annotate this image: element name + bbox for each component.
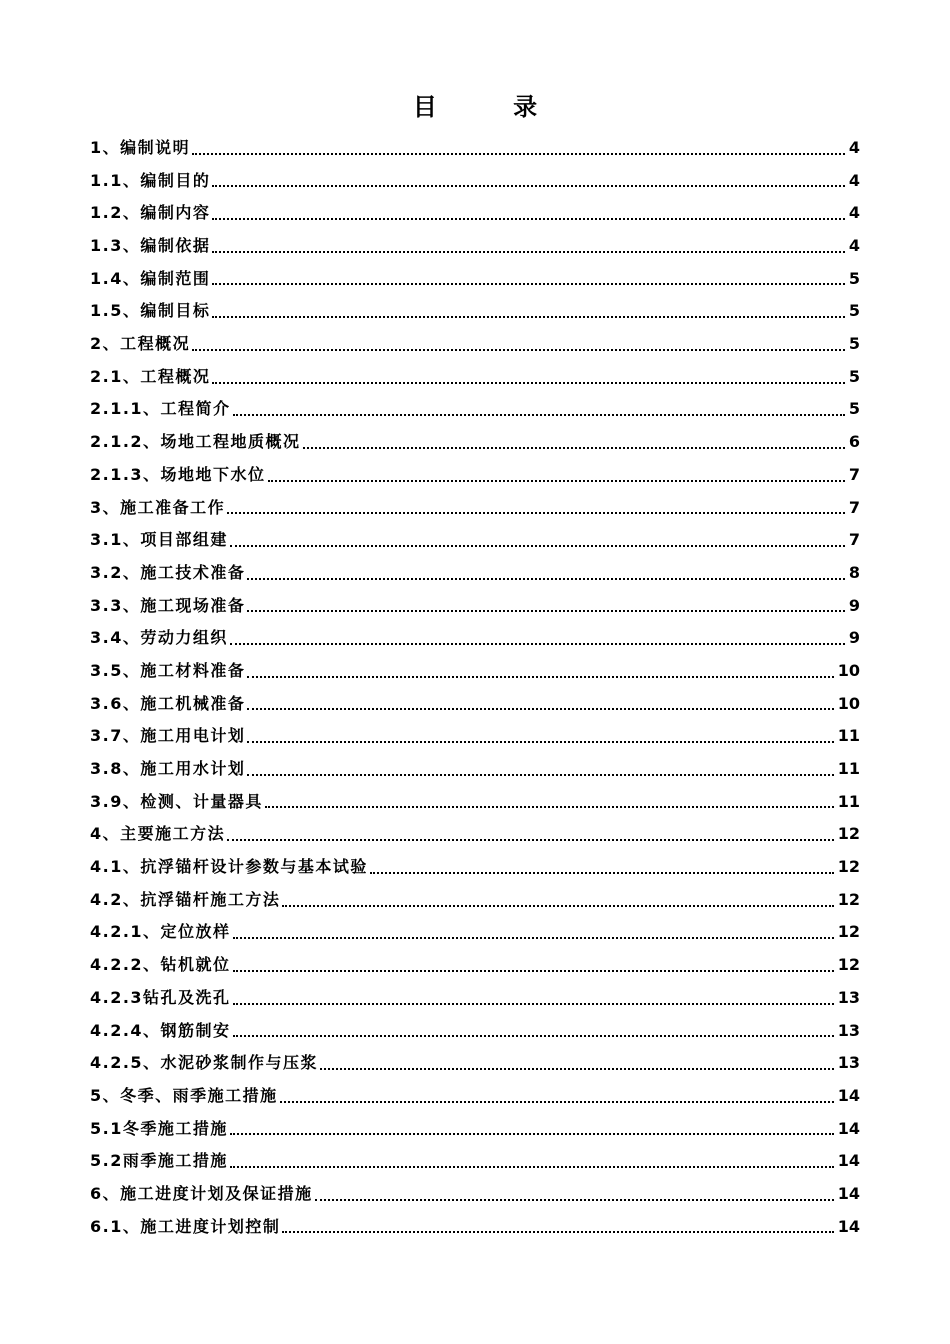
page-title: 目 录 xyxy=(412,93,572,121)
toc-entry-page-number: 4 xyxy=(848,236,860,256)
toc-entry-page-number: 7 xyxy=(848,497,860,517)
toc-entry[interactable] xyxy=(90,720,860,753)
toc-entry[interactable] xyxy=(90,328,860,361)
toc-entry[interactable] xyxy=(90,655,860,688)
toc-entry[interactable] xyxy=(90,394,860,427)
toc-entry-label: 2.1.2、场地工程地质概况 xyxy=(90,432,301,452)
dot-leader xyxy=(247,741,833,743)
toc-entry-label: 5.2雨季施工措施 xyxy=(90,1151,228,1171)
dot-leader xyxy=(315,1199,834,1201)
toc-entry-label: 1.1、编制目的 xyxy=(90,170,211,190)
toc-entry-page-number: 5 xyxy=(848,301,860,321)
toc-entry-label: 2、工程概况 xyxy=(90,334,191,354)
dot-leader xyxy=(212,185,845,187)
toc-entry-label: 3.1、项目部组建 xyxy=(90,530,228,550)
toc-entry[interactable] xyxy=(90,753,860,786)
toc-entry-label: 1.4、编制范围 xyxy=(90,268,211,288)
toc-entry-page-number: 6 xyxy=(848,432,860,452)
toc-entry-label: 3.4、劳动力组织 xyxy=(90,628,228,648)
toc-entry[interactable] xyxy=(90,1015,860,1048)
toc-entry-page-number: 5 xyxy=(848,268,860,288)
toc-entry-label: 4.2、抗浮锚杆施工方法 xyxy=(90,889,281,909)
dot-leader xyxy=(247,578,845,580)
dot-leader xyxy=(303,447,845,449)
dot-leader xyxy=(265,806,834,808)
toc-entry[interactable] xyxy=(90,524,860,557)
toc-entry[interactable] xyxy=(90,851,860,884)
table-of-contents xyxy=(90,132,860,1243)
dot-leader xyxy=(227,512,845,514)
dot-leader xyxy=(230,643,845,645)
dot-leader xyxy=(230,545,845,547)
toc-entry[interactable] xyxy=(90,263,860,296)
dot-leader xyxy=(230,1133,834,1135)
toc-entry-page-number: 4 xyxy=(848,203,860,223)
toc-entry-label: 6、施工进度计划及保证措施 xyxy=(90,1183,313,1203)
toc-entry-label: 3.2、施工技术准备 xyxy=(90,562,246,582)
toc-entry-label: 3、施工准备工作 xyxy=(90,497,226,517)
toc-entry-page-number: 5 xyxy=(848,366,860,386)
toc-entry-label: 3.3、施工现场准备 xyxy=(90,595,246,615)
toc-entry[interactable] xyxy=(90,1047,860,1080)
toc-entry-page-number: 14 xyxy=(837,1118,860,1138)
dot-leader xyxy=(247,676,833,678)
dot-leader xyxy=(282,1231,833,1233)
toc-entry-label: 3.8、施工用水计划 xyxy=(90,759,246,779)
toc-entry-label: 2.1.3、场地地下水位 xyxy=(90,464,266,484)
toc-entry-page-number: 14 xyxy=(837,1085,860,1105)
toc-entry[interactable] xyxy=(90,688,860,721)
toc-entry-page-number: 14 xyxy=(837,1183,860,1203)
toc-entry-page-number: 11 xyxy=(837,791,860,811)
toc-entry-page-number: 12 xyxy=(837,889,860,909)
toc-entry-page-number: 11 xyxy=(837,726,860,746)
toc-entry[interactable] xyxy=(90,230,860,263)
toc-entry[interactable] xyxy=(90,459,860,492)
dot-leader xyxy=(247,610,845,612)
toc-entry[interactable] xyxy=(90,1113,860,1146)
toc-entry-label: 4.2.5、水泥砂浆制作与压浆 xyxy=(90,1053,319,1073)
toc-entry-page-number: 12 xyxy=(837,824,860,844)
toc-entry-page-number: 12 xyxy=(837,857,860,877)
toc-entry[interactable] xyxy=(90,1145,860,1178)
toc-entry[interactable] xyxy=(90,426,860,459)
dot-leader xyxy=(233,414,845,416)
toc-entry-label: 3.6、施工机械准备 xyxy=(90,693,246,713)
dot-leader xyxy=(320,1068,834,1070)
dot-leader xyxy=(212,382,845,384)
toc-entry-label: 1.2、编制内容 xyxy=(90,203,211,223)
toc-entry-page-number: 13 xyxy=(837,1020,860,1040)
dot-leader xyxy=(282,905,833,907)
toc-entry-page-number: 12 xyxy=(837,922,860,942)
dot-leader xyxy=(230,1166,834,1168)
dot-leader xyxy=(212,283,845,285)
dot-leader xyxy=(192,349,845,351)
toc-entry-page-number: 12 xyxy=(837,955,860,975)
toc-entry-page-number: 14 xyxy=(837,1216,860,1236)
toc-entry-label: 4.2.4、钢筋制安 xyxy=(90,1020,231,1040)
toc-entry-page-number: 13 xyxy=(837,987,860,1007)
toc-entry-label: 4、主要施工方法 xyxy=(90,824,226,844)
toc-entry-label: 4.2.2、钻机就位 xyxy=(90,955,231,975)
toc-entry[interactable] xyxy=(90,132,860,165)
toc-entry-label: 5.1冬季施工措施 xyxy=(90,1118,228,1138)
toc-entry-page-number: 5 xyxy=(848,334,860,354)
dot-leader xyxy=(233,937,834,939)
toc-entry[interactable] xyxy=(90,786,860,819)
dot-leader xyxy=(212,218,845,220)
toc-entry-label: 1.3、编制依据 xyxy=(90,236,211,256)
dot-leader xyxy=(247,774,833,776)
dot-leader xyxy=(268,480,845,482)
dot-leader xyxy=(233,1003,834,1005)
toc-entry[interactable] xyxy=(90,295,860,328)
toc-entry-label: 2.1.1、工程简介 xyxy=(90,399,231,419)
toc-entry[interactable] xyxy=(90,917,860,950)
dot-leader xyxy=(192,153,845,155)
toc-entry[interactable] xyxy=(90,818,860,851)
toc-entry-page-number: 4 xyxy=(848,170,860,190)
toc-entry[interactable] xyxy=(90,622,860,655)
toc-entry-label: 3.7、施工用电计划 xyxy=(90,726,246,746)
toc-entry-page-number: 4 xyxy=(848,137,860,157)
toc-entry[interactable] xyxy=(90,949,860,982)
toc-entry-label: 4.1、抗浮锚杆设计参数与基本试验 xyxy=(90,857,368,877)
toc-entry-page-number: 10 xyxy=(837,660,860,680)
toc-entry-page-number: 9 xyxy=(848,595,860,615)
dot-leader xyxy=(233,1035,834,1037)
dot-leader xyxy=(212,251,845,253)
dot-leader xyxy=(370,872,834,874)
toc-entry-label: 3.9、检测、计量器具 xyxy=(90,791,263,811)
toc-entry-page-number: 5 xyxy=(848,399,860,419)
toc-entry[interactable] xyxy=(90,1080,860,1113)
dot-leader xyxy=(280,1101,834,1103)
toc-entry-page-number: 8 xyxy=(848,562,860,582)
toc-entry-label: 4.2.1、定位放样 xyxy=(90,922,231,942)
dot-leader xyxy=(247,708,833,710)
toc-entry[interactable] xyxy=(90,1211,860,1244)
toc-entry-label: 1、编制说明 xyxy=(90,137,191,157)
toc-entry[interactable] xyxy=(90,1178,860,1211)
toc-entry-page-number: 14 xyxy=(837,1151,860,1171)
toc-entry-page-number: 11 xyxy=(837,759,860,779)
toc-entry-page-number: 9 xyxy=(848,628,860,648)
toc-entry-page-number: 10 xyxy=(837,693,860,713)
toc-entry-label: 5、冬季、雨季施工措施 xyxy=(90,1085,278,1105)
toc-entry-label: 1.5、编制目标 xyxy=(90,301,211,321)
toc-entry-page-number: 13 xyxy=(837,1053,860,1073)
dot-leader xyxy=(212,316,845,318)
toc-entry-label: 6.1、施工进度计划控制 xyxy=(90,1216,281,1236)
toc-entry[interactable] xyxy=(90,361,860,394)
toc-entry-page-number: 7 xyxy=(848,530,860,550)
toc-entry[interactable] xyxy=(90,165,860,198)
toc-entry-label: 2.1、工程概况 xyxy=(90,366,211,386)
toc-entry[interactable] xyxy=(90,197,860,230)
toc-entry[interactable] xyxy=(90,884,860,917)
dot-leader xyxy=(227,839,834,841)
toc-entry[interactable] xyxy=(90,557,860,590)
toc-entry[interactable] xyxy=(90,492,860,525)
toc-entry[interactable] xyxy=(90,590,860,623)
toc-entry-label: 3.5、施工材料准备 xyxy=(90,660,246,680)
toc-entry[interactable] xyxy=(90,982,860,1015)
toc-entry-page-number: 7 xyxy=(848,464,860,484)
dot-leader xyxy=(233,970,834,972)
toc-entry-label: 4.2.3钻孔及洗孔 xyxy=(90,987,231,1007)
